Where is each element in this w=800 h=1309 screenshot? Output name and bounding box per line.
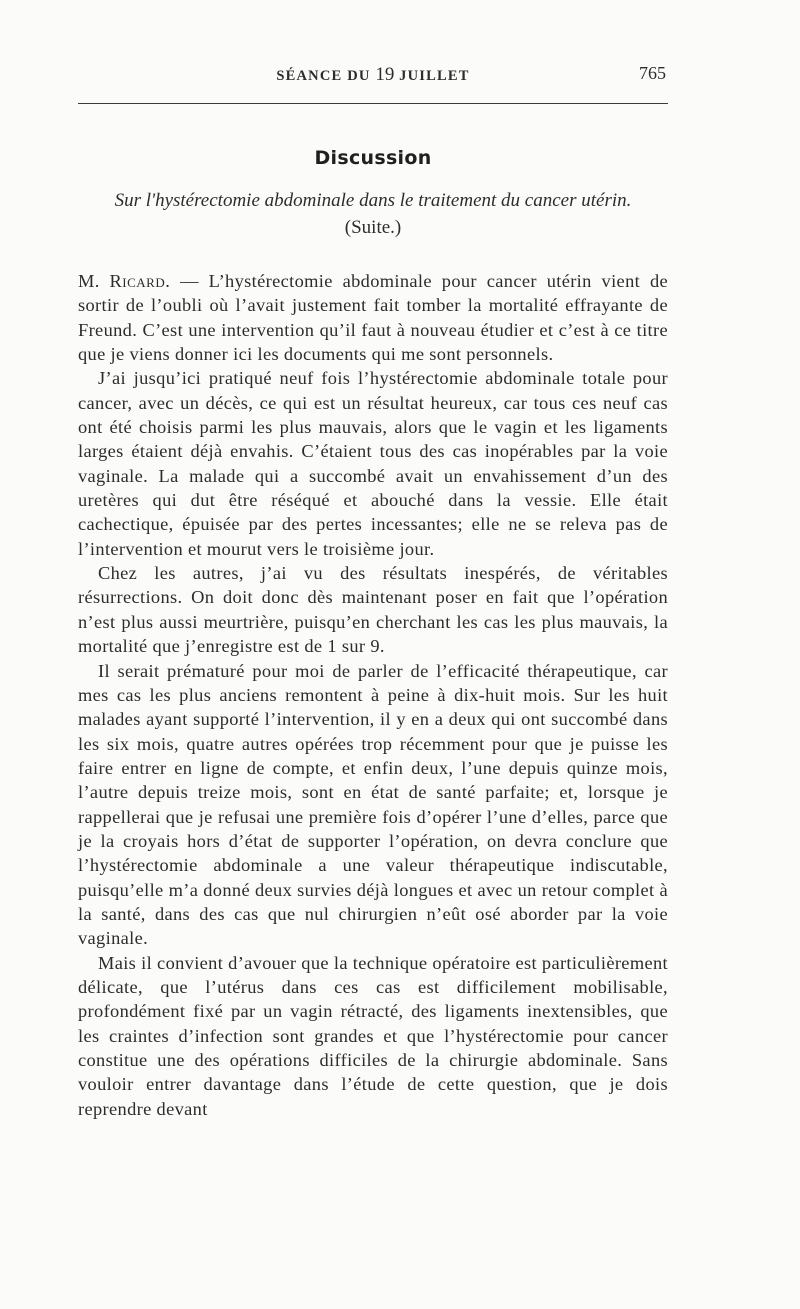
section-subtitle-note: (Suite.) bbox=[344, 217, 402, 238]
header-rule bbox=[78, 103, 668, 104]
speaker-prefix: M. bbox=[78, 271, 110, 291]
section-title: Discussion bbox=[314, 147, 432, 169]
speaker-name: Ricard bbox=[109, 271, 166, 291]
paragraph-3: Chez les autres, j’ai vu des résultats inespérés, de véritables résurrections. On doit donc dès maintenant poser en fait que l’opération n’est plus aussi meurtrière, puisqu’en cherchant les cas les plus mauvais, la mortalité que j’enregistre est de 1 sur 9. bbox=[78, 563, 668, 657]
body-text bbox=[78, 269, 668, 1121]
running-header bbox=[80, 64, 666, 88]
paragraph-1 bbox=[78, 269, 668, 366]
paragraph-1-text: . — L’hystérectomie abdominale pour cancer utérin vient de sortir de l’oubli où l’avait justement fait tomber la mortalité effrayante de Freund. C’est une intervention qu’il faut à nouveau étudier et c’est à ce titre que je viens donner ici les documents qui me sont personnels. bbox=[78, 271, 669, 365]
section-subtitle: Sur l'hystérectomie abdominale dans le traitement du cancer utérin. bbox=[114, 190, 632, 211]
paragraph-4: Il serait prématuré pour moi de parler de l’efficacité thérapeutique, car mes cas les plus anciens remontent à peine à dix-huit mois. Sur les huit malades ayant supporté l’intervention, il y en a deux qui ont succombé dans les six mois, quatre autres opérées trop récemment pour que je puisse les faire entrer en ligne de compte, et enfin deux, l’une depuis quinze mois, l’autre depuis treize mois, sont en état de santé parfaite; et, lorsque je rappellerai que je refusai une première fois d’opérer l’une d’elles, parce que je la croyais hors d’état de supporter l’opération, on devra conclure que l’hystérectomie abdominale a une valeur thérapeutique indiscutable, puisqu’elle m’a donné deux survies déjà longues et avec un retour complet à la santé, dans des cas que nul chirurgien n’eût osé aborder par la voie vaginale. bbox=[78, 660, 668, 949]
running-title-day: 19 bbox=[375, 64, 395, 85]
running-title bbox=[80, 64, 666, 86]
paragraph-5: Mais il convient d’avouer que la technique opératoire est particulièrement délicate, que l’utérus dans ces cas est difficilement mobilisable, profondément fixé par un vagin rétracté, des ligaments inextensibles, que les craintes d’infection sont grandes et que l’hystérectomie pour cancer constitue une des opérations difficiles de la chirurgie abdominale. Sans vouloir entrer davantage dans l’étude de cette question, que je dois reprendre devant bbox=[78, 952, 668, 1119]
page-number: 765 bbox=[639, 63, 666, 83]
running-title-suffix: JUILLET bbox=[394, 68, 470, 84]
paragraph-2: J’ai jusqu’ici pratiqué neuf fois l’hystérectomie abdominale totale pour cancer, avec un décès, ce qui est un résultat heureux, car tous ces neuf cas ont été choisis parmi les plus mauvais, alors que le vagin et les ligaments larges étaient déjà envahis. C’étaient tous des cas inopérables par la voie vaginale. La malade qui a succombé avait un envahissement d’un des uretères qui dut être réséqué et abouché dans la vessie. Elle était cachectique, épuisée par des pertes incessantes; elle ne se releva pas de l’intervention et mourut vers le troisième jour. bbox=[78, 368, 668, 559]
running-title-prefix: SÉANCE DU bbox=[276, 68, 376, 84]
